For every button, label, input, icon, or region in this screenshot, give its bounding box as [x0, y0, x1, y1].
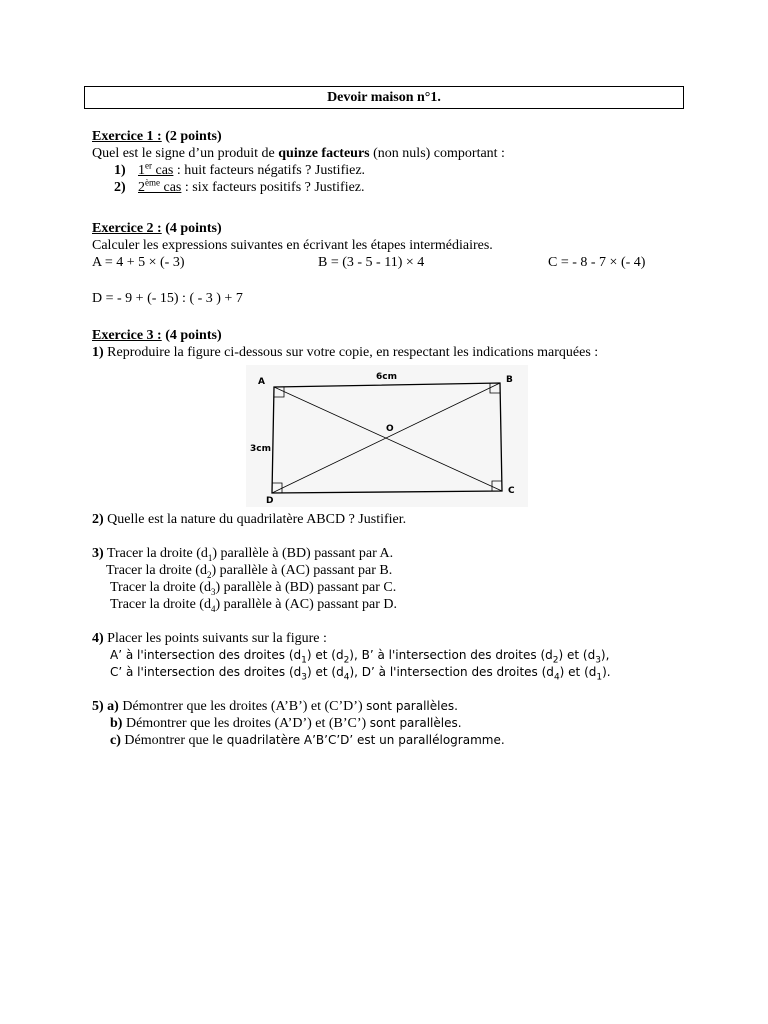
expression-a: A = 4 + 5 × (- 3) — [92, 255, 185, 270]
center-label-o: O — [386, 424, 394, 434]
exercise-2-intro: Calculer les expressions suivantes en écrivant les étapes intermédiaires. — [92, 238, 493, 253]
exercise-1 — [92, 128, 692, 196]
vertex-label-c: C — [508, 486, 515, 496]
expression-c: C = - 8 - 7 × (- 4) — [548, 255, 646, 270]
question-5b: b) Démontrer que les droites (A’D’) et (B’C’) sont parallèles. — [110, 716, 462, 731]
question-5c: c) Démontrer que le quadrilatère A’B’C’D’ est un parallélogramme. — [110, 733, 505, 748]
question-2: 2) Quelle est la nature du quadrilatère ABCD ? Justifier. — [92, 512, 407, 527]
question-1: 1) Reproduire la figure ci-dessous sur votre copie, en respectant les indications marquées : — [92, 345, 599, 360]
exercise-2-points: (4 points) — [165, 221, 222, 236]
vertex-label-d: D — [266, 496, 274, 506]
exercise-3-points: (4 points) — [165, 328, 222, 343]
question-5a: 5) a) Démontrer que les droites (A’B’) et (C’D’) sont parallèles. — [92, 699, 458, 714]
question-3-line-1: 3) Tracer la droite $(d_1)$ parallèle à (BD) passant par A. — [92, 546, 394, 563]
exercise-1-item-2: 2) 2ème cas : six facteurs positifs ? Justifiez. — [114, 177, 365, 195]
vertex-label-a: A — [258, 377, 265, 387]
rectangle-figure — [246, 365, 528, 507]
exercise-1-points: (2 points) — [165, 129, 222, 144]
exercise-3-questions — [92, 511, 692, 749]
exercise-2-heading — [92, 220, 692, 237]
expression-b: B = (3 - 5 - 11) × 4 — [318, 255, 425, 270]
question-3-line-3: Tracer la droite $(d_3)$ parallèle à (BD) passant par C. — [110, 580, 397, 597]
question-4-line-1: A’ à l'intersection des droites $(d_1)$ et $(d_2)$, B’ à l'intersection des droites $(d_2)$ et $(d_3)$, — [110, 648, 610, 666]
exercise-3 — [92, 327, 692, 361]
expression-row — [92, 254, 692, 271]
question-3-line-4: Tracer la droite $(d_4)$ parallèle à (AC) passant par D. — [110, 597, 397, 614]
expression-d: D = - 9 + (- 15) : ( - 3 ) + 7 — [92, 291, 243, 306]
exercise-3-title: Exercice 3 : — [92, 328, 162, 343]
length-label: 6cm — [376, 372, 397, 382]
width-label: 3cm — [250, 444, 271, 454]
vertex-label-b: B — [506, 375, 513, 385]
page-title: Devoir maison n°1. — [84, 86, 684, 109]
exercise-2-title: Exercice 2 : — [92, 221, 162, 236]
question-3-line-2: Tracer la droite $(d_2)$ parallèle à (AC) passant par B. — [106, 563, 393, 580]
exercise-2 — [92, 220, 692, 307]
exercise-3-heading — [92, 327, 692, 344]
exercise-1-intro: Quel est le signe d’un produit de quinze facteurs (non nuls) comportant : — [92, 146, 505, 161]
question-4: 4) Placer les points suivants sur la figure : — [92, 631, 327, 646]
exercise-1-heading — [92, 128, 692, 145]
exercise-1-title: Exercice 1 : — [92, 129, 162, 144]
question-4-line-2: C’ à l'intersection des droites $(d_3)$ et $(d_4)$, D’ à l'intersection des droites $(d_4)$ et $(d_1)$. — [110, 665, 611, 683]
exercise-1-item-1: 1) 1er cas : huit facteurs négatifs ? Justifiez. — [114, 160, 366, 178]
